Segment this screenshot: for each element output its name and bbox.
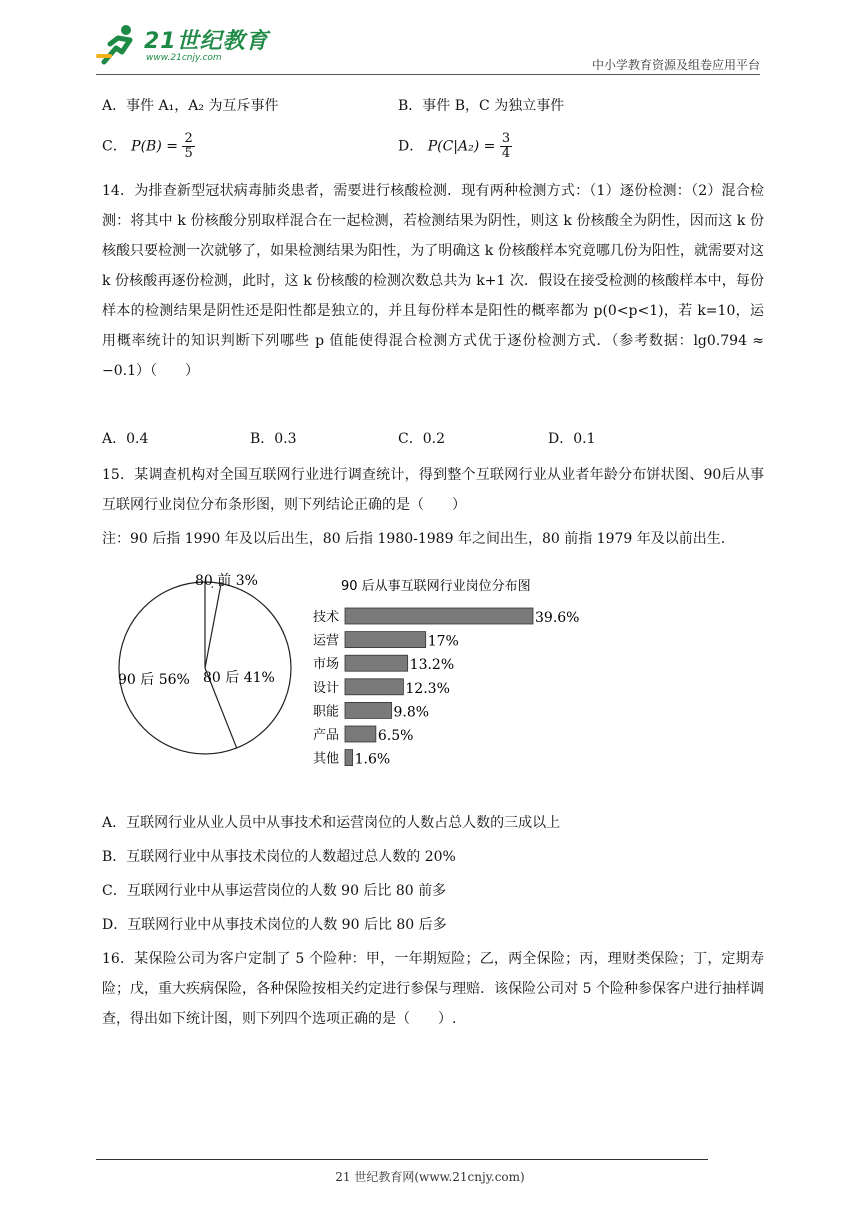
pie-label-2: 90 后 56% [118, 672, 190, 688]
footer-text: 21 世纪教育网(www.21cnjy.com) [335, 1170, 525, 1184]
fraction-denominator: 5 [184, 146, 193, 161]
q14-option-d: D．0.1 [548, 431, 596, 447]
q16-text: 16．某保险公司为客户定制了 5 个险种：甲，一年期短险；乙，两全保险；丙，理财类保险；丁，定期寿险；戊，重大疾病保险，各种保险按相关约定进行参保与理赔．该保险公司对 5 个险种参保客户进行抽样调查，得出如下统计图，则下列四个选项正确的是（ ）. [102, 951, 764, 1027]
platform-name: 中小学教育资源及组卷应用平台 [591, 58, 760, 72]
logo-text: 21世纪教育 [144, 29, 269, 54]
bar-其他 [345, 750, 353, 766]
pie-leader-line [212, 586, 213, 588]
q13-option-c-prefix: C． [102, 138, 127, 155]
q14-text: 14．为排查新型冠状病毒肺炎患者，需要进行核酸检测．现有两种检测方式：（1）逐份检测：（2）混合检测：将其中 k 份核酸分别取样混合在一起检测，若检测结果为阴性，则这 k 份核酸全为阴性，因而这 k 份核酸只要检测一次就够了，如果检测结果为阳性，为了明确这 k 份核酸样本究竟哪几份为阳性，就需要对这 k 份核酸再逐份检测，此时，这 k 份核酸的检测次数总共为 k+1 次．假设在接受检测的核酸样本中，每份样本的检测结果是阴性还是阳性都是独立的，并且每份样本是阳性的概率都为 p(0<p<1)，若 k=10，运用概率统计的知识判断下列哪些 p 值能使得混合检测方式优于逐份检测方式．（参考数据：lg0.794 ≈ −0.1）（ ） [102, 183, 764, 379]
q13-option-d-fraction [500, 132, 512, 161]
bar-category-label: 职能 [313, 704, 340, 720]
bar-chart-title: 90 后从事互联网行业岗位分布图 [341, 579, 531, 594]
bar-市场 [345, 655, 408, 671]
footer-divider [96, 1159, 708, 1160]
bar-value-label: 17% [427, 633, 459, 650]
bar-value-label: 13.2% [409, 657, 455, 674]
bar-category-label: 运营 [313, 633, 340, 649]
bar-技术 [345, 608, 533, 624]
q13-option-c-expr: P(B) = [131, 138, 178, 155]
fraction-numerator: 3 [501, 131, 511, 146]
pie-label-0: 80 前 3% [195, 573, 258, 589]
q14-option-b: B．0.3 [250, 431, 297, 447]
fraction-denominator: 4 [501, 146, 511, 161]
bar-category-label: 市场 [313, 657, 340, 673]
runner-logo-icon [96, 22, 142, 66]
q13-option-d-expr: P(C|A₂) = [427, 138, 496, 155]
bar-value-label: 39.6% [535, 610, 580, 626]
logo-url: www.21cnjy.com [146, 53, 222, 63]
pie-label-1: 80 后 41% [203, 670, 275, 686]
bar-value-label: 1.6% [354, 751, 391, 768]
q14-option-a: A．0.4 [102, 431, 149, 447]
bar-设计 [345, 679, 403, 695]
q13-option-d-prefix: D． [398, 138, 424, 155]
bar-category-label: 其他 [313, 751, 340, 767]
q13-option-c-fraction [182, 132, 194, 161]
q15-note: 注：90 后指 1990 年及以后出生，80 后指 1980-1989 年之间出生，80 前指 1979 年及以前出生. [102, 531, 726, 547]
bar-产品 [345, 726, 376, 742]
q13-option-c [102, 132, 195, 161]
q15-option-d: D．互联网行业中从事技术岗位的人数 90 后比 80 后多 [102, 917, 447, 933]
bar-运营 [345, 632, 426, 648]
fraction-numerator: 2 [184, 131, 193, 146]
header-divider [96, 74, 760, 75]
q13-option-b: B．事件 B，C 为独立事件 [398, 98, 565, 114]
bar-value-label: 9.8% [393, 704, 430, 721]
q13-option-d [398, 132, 512, 161]
q13-option-a: A．事件 A₁，A₂ 为互斥事件 [102, 98, 279, 114]
bar-value-label: 12.3% [405, 680, 450, 697]
bar-category-label: 设计 [313, 680, 340, 696]
bar-value-label: 6.5% [377, 728, 414, 744]
position-bar-chart [305, 570, 605, 775]
q15-option-a: A．互联网行业从业人员中从事技术和运营岗位的人数占总人数的三成以上 [102, 815, 561, 831]
bar-职能 [345, 702, 392, 718]
bar-category-label: 技术 [313, 610, 340, 625]
q15-option-c: C．互联网行业中从事运营岗位的人数 90 后比 80 前多 [102, 883, 447, 899]
site-logo [96, 22, 269, 68]
age-pie-chart [100, 560, 310, 770]
q14-option-c: C．0.2 [398, 431, 445, 447]
q15-text: 15．某调查机构对全国互联网行业进行调查统计，得到整个互联网行业从业者年龄分布饼状图、90后从事互联网行业岗位分布条形图，则下列结论正确的是（ ） [102, 467, 764, 513]
q15-option-b: B．互联网行业中从事技术岗位的人数超过总人数的 20% [102, 849, 456, 865]
bar-category-label: 产品 [313, 728, 340, 743]
